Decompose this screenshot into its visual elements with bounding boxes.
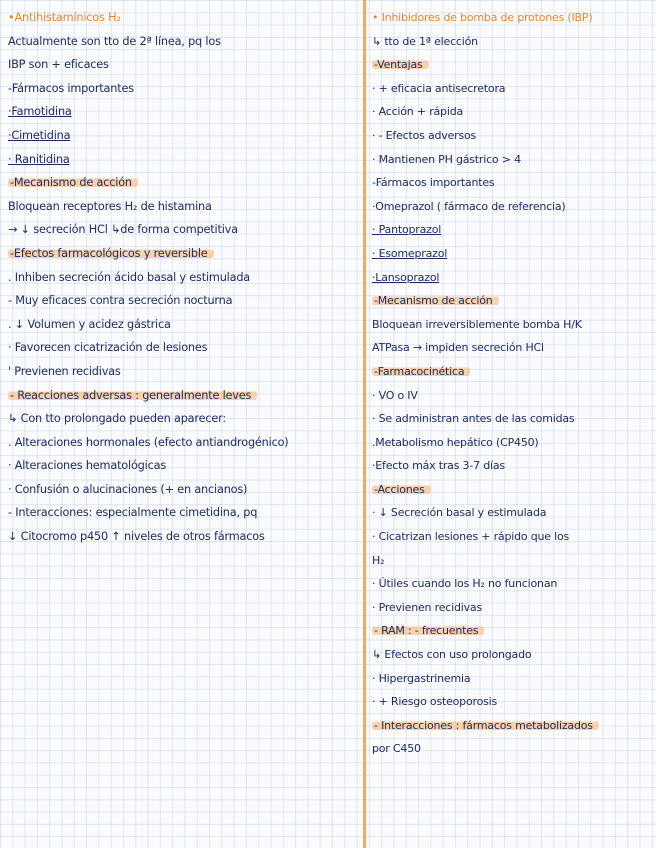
right-note-line [372, 218, 654, 242]
right-note-text: .Metabolismo hepático (CP450) [372, 435, 539, 449]
right-note-line [372, 266, 654, 290]
right-note-line [372, 124, 654, 148]
left-note-text: → ↓ secreción HCl ↳de forma competitiva [8, 223, 238, 237]
right-note-line [372, 77, 654, 101]
right-note-line [372, 690, 654, 714]
right-note-text: -Mecanismo de acción [372, 294, 499, 307]
right-note-text: · Hipergastrinemia [372, 671, 471, 685]
right-column [372, 6, 654, 761]
right-note-text: · Previenen recidivas [372, 600, 482, 614]
right-note-line [372, 30, 654, 54]
right-note-line [372, 714, 654, 738]
left-note-line [8, 148, 358, 172]
left-note-line [8, 431, 358, 455]
left-note-line [8, 478, 358, 502]
right-note-line [372, 313, 654, 337]
right-note-line [372, 643, 654, 667]
right-note-text: -Fármacos importantes [372, 176, 495, 190]
left-note-text: . Alteraciones hormonales (efecto antiandrogénico) [8, 435, 289, 449]
left-note-line [8, 77, 358, 101]
left-note-line [8, 336, 358, 360]
right-note-line [372, 525, 654, 549]
right-note-line [372, 737, 654, 761]
right-note-line [372, 242, 654, 266]
right-note-line [372, 53, 654, 77]
left-note-line [8, 195, 358, 219]
left-note-line [8, 242, 358, 266]
right-note-text: · VO o IV [372, 388, 418, 402]
right-note-text: · Útiles cuando los H₂ no funcionan [372, 577, 558, 591]
right-note-line [372, 454, 654, 478]
left-note-text: ·Famotidina [8, 105, 72, 119]
right-note-text: ·Lansoprazol [372, 270, 440, 284]
right-note-line [372, 667, 654, 691]
left-column [8, 6, 358, 549]
right-note-text: ·Efecto máx tras 3-7 días [372, 459, 505, 473]
left-note-line [8, 6, 358, 30]
left-note-text: ' Previenen recidivas [8, 364, 121, 378]
right-note-line [372, 148, 654, 172]
right-note-line [372, 619, 654, 643]
right-note-text: H₂ [372, 553, 385, 567]
left-note-text: - Interacciones: especialmente cimetidina, pq [8, 506, 258, 520]
left-note-text: - Muy eficaces contra secreción nocturna [8, 294, 233, 308]
right-note-line [372, 501, 654, 525]
left-note-line [8, 53, 358, 77]
left-note-text: -Efectos farmacológicos y reversible [8, 247, 214, 260]
left-note-text: IBP son + eficaces [8, 58, 109, 72]
left-note-line [8, 525, 358, 549]
right-note-text: · + Riesgo osteoporosis [372, 695, 498, 709]
left-note-text: ↓ Citocromo p450 ↑ niveles de otros fármacos [8, 530, 265, 544]
left-note-line [8, 30, 358, 54]
left-note-text: . ↓ Volumen y acidez gástrica [8, 317, 171, 331]
right-note-line [372, 384, 654, 408]
left-note-line [8, 124, 358, 148]
right-note-text: ↳ tto de 1ª elección [372, 34, 478, 48]
left-note-text: · Ranitidina [8, 152, 70, 166]
left-note-text: · Alteraciones hematológicas [8, 459, 167, 473]
right-note-line [372, 431, 654, 455]
right-note-text: Bloquean irreversiblemente bomba H/K [372, 317, 582, 331]
right-note-text: · Pantoprazol [372, 223, 442, 237]
left-note-text: Bloquean receptores H₂ de histamina [8, 199, 212, 213]
left-note-text: -Mecanismo de acción [8, 176, 138, 189]
right-note-line [372, 195, 654, 219]
right-note-text: -Ventajas [372, 58, 429, 71]
right-note-text: • Inhibidores de bomba de protones (IBP) [372, 11, 593, 24]
right-note-line [372, 100, 654, 124]
right-note-line [372, 572, 654, 596]
right-note-line [372, 407, 654, 431]
left-note-line [8, 289, 358, 313]
left-note-text: - Reacciones adversas : generalmente leves [8, 389, 257, 402]
right-note-text: - Interacciones : fármacos metabolizados [372, 719, 599, 732]
right-note-text: ↳ Efectos con uso prolongado [372, 648, 532, 662]
right-note-text: · Acción + rápida [372, 105, 464, 119]
right-note-text: · Cicatrizan lesiones + rápido que los [372, 530, 570, 544]
right-note-text: ·Omeprazol ( fármaco de referencia) [372, 199, 566, 213]
left-note-text: ·Cimetidina [8, 128, 71, 142]
right-note-text: · + eficacia antisecretora [372, 81, 506, 95]
left-note-line [8, 171, 358, 195]
right-note-line [372, 596, 654, 620]
right-note-line [372, 171, 654, 195]
right-note-text: · Esomeprazol [372, 246, 448, 260]
left-note-line [8, 454, 358, 478]
left-note-line [8, 360, 358, 384]
left-note-line [8, 266, 358, 290]
left-note-text: ↳ Con tto prolongado pueden aparecer: [8, 412, 226, 426]
right-note-text: ATPasa → impiden secreción HCl [372, 341, 544, 355]
right-note-text: -Farmacocinética [372, 365, 470, 378]
right-note-text: por C450 [372, 742, 421, 756]
left-note-text: -Fármacos importantes [8, 81, 134, 95]
left-note-text: . Inhiben secreción ácido basal y estimulada [8, 270, 251, 284]
right-note-line [372, 289, 654, 313]
left-note-line [8, 384, 358, 408]
left-note-text: Actualmente son tto de 2ª línea, pq los [8, 34, 221, 48]
right-note-text: · Mantienen PH gástrico > 4 [372, 152, 521, 166]
right-note-line [372, 336, 654, 360]
left-note-line [8, 407, 358, 431]
left-note-line [8, 501, 358, 525]
column-divider [363, 0, 366, 848]
right-note-text: - RAM : - frecuentes [372, 624, 484, 637]
right-note-line [372, 549, 654, 573]
left-note-text: · Confusión o alucinaciones (+ en ancianos) [8, 482, 248, 496]
right-note-text: · - Efectos adversos [372, 128, 477, 142]
left-note-line [8, 100, 358, 124]
right-note-line [372, 6, 654, 30]
right-note-text: · ↓ Secreción basal y estimulada [372, 506, 547, 520]
right-note-line [372, 478, 654, 502]
right-note-text: · Se administran antes de las comidas [372, 412, 575, 426]
left-note-line [8, 218, 358, 242]
right-note-line [372, 360, 654, 384]
left-note-text: · Favorecen cicatrización de lesiones [8, 341, 208, 355]
left-note-line [8, 313, 358, 337]
left-note-text: •Antihistamínicos H₂ [8, 11, 121, 24]
right-note-text: -Acciones [372, 483, 431, 496]
